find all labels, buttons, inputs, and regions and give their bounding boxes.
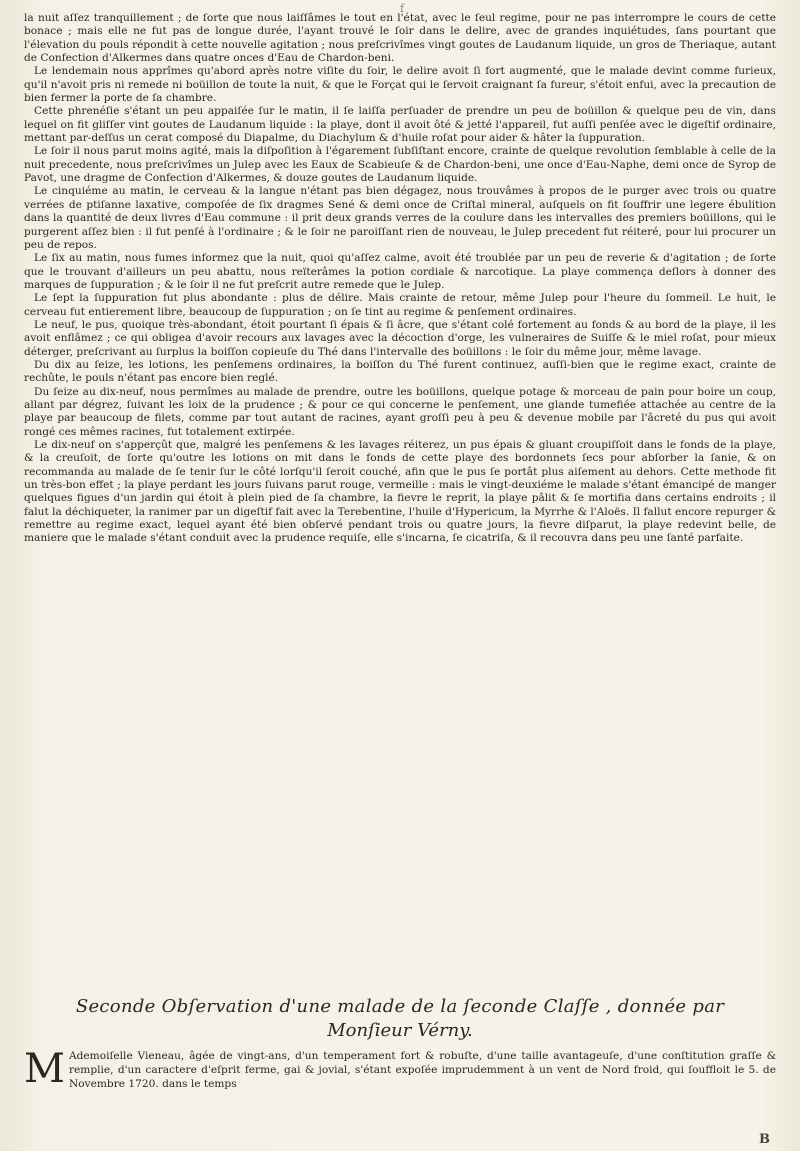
- paragraph: Le lendemain nous apprîmes qu'abord après notre viſite du ſoir, le delire avoit ſi fort augmenté, que le malade devint comme furieux, qu'il n'avoit pris ni remede ni boüillon de toute la nuit, & que le Forçat qui le ſervoit craignant ſa fureur, s'étoit enfui, avec la precaution de bien fermer la porte de ſa chambre.: [24, 65, 776, 105]
- section-heading: [28, 996, 772, 1042]
- drop-cap: M: [24, 1046, 65, 1092]
- main-text: [24, 12, 776, 546]
- paragraph: Le dix-neuf on s'apperçût que, malgré les penſemens & les lavages réiterez, un pus épais & gluant croupiſſoit dans le fonds de la playe, & la creuſoit, de ſorte qu'outre les lotions on mit dans le fonds de cette playe des bordonnets ſecs pour abſorber la ſanie, & on recommanda au malade de ſe tenir ſur le côté lorſqu'il ſeroit couché, afin que le pus ſe portât plus aiſement au dehors. Cette methode fit un très-bon effet ; la playe perdant les jours ſuivans parut rouge, vermeille : mais le vingt-deuxiéme le malade s'étant émancipé de manger quelques figues d'un jardin qui étoit à plein pied de ſa chambre, la fievre le reprit, la playe pâlit & ſe mortifia dans certains endroits ; il falut la déchiqueter, la ranimer par un digeſtif fait avec la Terebentine, l'huile d'Hypericum, la Myrrhe & l'Aloës. Il fallut encore repurger & remettre au regime exact, lequel ayant été bien obſervé pendant trois ou quatre jours, la fievre diſparut, la playe redevint belle, de maniere que le malade s'étant conduit avec la prudence requiſe, elle s'incarna, ſe cicatriſa, & il recouvra dans peu une ſanté parfaite.: [24, 439, 776, 545]
- second-observation-text: [24, 1046, 776, 1092]
- paragraph: Le ſix au matin, nous fumes informez que la nuit, quoi qu'aſſez calme, avoit été troublée par un peu de reverie & d'agitation ; de ſorte que le trouvant d'ailleurs un peu abattu, nous reïterâmes la potion cordiale & narcotique. La playe commença deſlors à donner des marques de ſuppuration ; & le ſoir il ne fut preſcrit autre remede que le Julep.: [24, 252, 776, 291]
- paragraph: Le ſept la ſuppuration fut plus abondante : plus de délire. Mais crainte de retour, même Julep pour l'heure du ſommeil. Le huit, le cerveau fut entierement libre, beaucoup de ſuppuration ; on ſe tint au regime & penſement ordinaires.: [24, 292, 776, 318]
- heading-line-1: Seconde Obſervation d'une malade de la ſeconde Claſſe , donnée par: [75, 996, 725, 1017]
- page-mark: f: [400, 2, 405, 15]
- paragraph: la nuit aſſez tranquillement ; de ſorte que nous laiſſâmes le tout en l'état, avec le ſeul regime, pour ne pas interrompre le cours de cette bonace ; mais elle ne fut pas de longue durée, l'ayant trouvé le ſoir dans le delire, avec de grandes inquiétudes, ſans pourtant que l'élevation du pouls répondit à cette nouvelle agitation ; nous preſcrivîmes vingt goutes de Laudanum liquide, un gros de Theriaque, autant de Confection d'Alkermes dans quatre onces d'Eau de Chardon-beni.: [24, 12, 776, 65]
- paragraph: Du ſeize au dix-neuf, nous permîmes au malade de prendre, outre les boüillons, quelque potage & morceau de pain pour boire un coup, allant par dégrez, ſuivant les loix de la prudence ; & pour ce qui concerne le penſement, une glande tumefiée attachée au centre de la playe par beaucoup de filets, comme par tout autant de racines, ayant groſſi peu à peu & devenue mobile par l'âcreté du pus qui avoit rongé ces mêmes racines, fut totalement extirpée.: [24, 385, 776, 438]
- paragraph: Le cinquiéme au matin, le cerveau & la langue n'étant pas bien dégagez, nous trouvâmes à propos de le purger avec trois ou quatre verrées de ptiſanne laxative, compoſée de ſix dragmes Sené & demi once de Criſtal mineral, auſquels on fit ſouffrir une legere ébulition dans la quantité de deux livres d'Eau commune : il prit deux grands verres de la coulure dans les intervalles des premiers boüillons, qui le purgerent aſſez bien : il fut penſé à l'ordinaire ; & le ſoir ne paroiſſant rien de nouveau, le Julep precedent fut réiteré, pour lui procurer un peu de repos.: [24, 185, 776, 251]
- heading-line-2: Monſieur Vérny.: [327, 1020, 473, 1041]
- signature-mark: B: [759, 1132, 770, 1147]
- paragraph: Le ſoir il nous parut moins agité, mais la diſpoſition à l'égarement ſubſiſtant encore, crainte de quelque revolution ſemblable à celle de la nuit precedente, nous preſcrivîmes un Julep avec les Eaux de Scabieuſe & de Chardon-beni, une once d'Eau-Naphe, demi once de Syrop de Pavot, une dragme de Confection d'Alkermes, & douze goutes de Laudanum liquide.: [24, 145, 776, 185]
- paragraph: Du dix au ſeize, les lotions, les penſemens ordinaires, la boiſſon du Thé furent continuez, auſſi-bien que le regime exact, crainte de rechûte, le pouls n'étant pas encore bien reglé.: [24, 358, 776, 385]
- second-observation-body: Ademoiſelle Vieneau, âgée de vingt-ans, d'un temperament fort & robuſte, d'une taille avantageuſe, d'une conſtitution graſſe & remplie, d'un caractere d'eſprit ferme, gai & jovial, s'étant expoſée imprudemment à un vent de Nord froid, qui ſouffloit le 5. de Novembre 1720. dans le temps: [68, 1050, 776, 1090]
- paragraph: Le neuf, le pus, quoique très-abondant, étoit pourtant ſi épais & ſi âcre, que s'étant colé fortement au fonds & au bord de la playe, il les avoit enflâmez ; ce qui obligea d'avoir recours aux lavages avec la décoction d'orge, les vulneraires de Suiſſe & le miel roſat, pour mieux déterger, preſcrivant au ſurplus la boiſſon copieuſe du Thé dans l'intervalle des boüillons : le ſoir du même jour, même lavage.: [24, 318, 776, 358]
- paragraph: Cette phrenéſie s'étant un peu appaiſée ſur le matin, il ſe laiſſa perſuader de prendre un peu de boüillon & quelque peu de vin, dans lequel on fit gliſſer vint goutes de Laudanum liquide : la playe, dont il avoit ôté & jetté l'appareil, fut auſſi penſée avec le digeſtif ordinaire, mettant par-deſſus un cerat composé du Diapalme, du Diachylum & d'huile roſat pour aider & hâter la ſuppuration.: [24, 105, 776, 145]
